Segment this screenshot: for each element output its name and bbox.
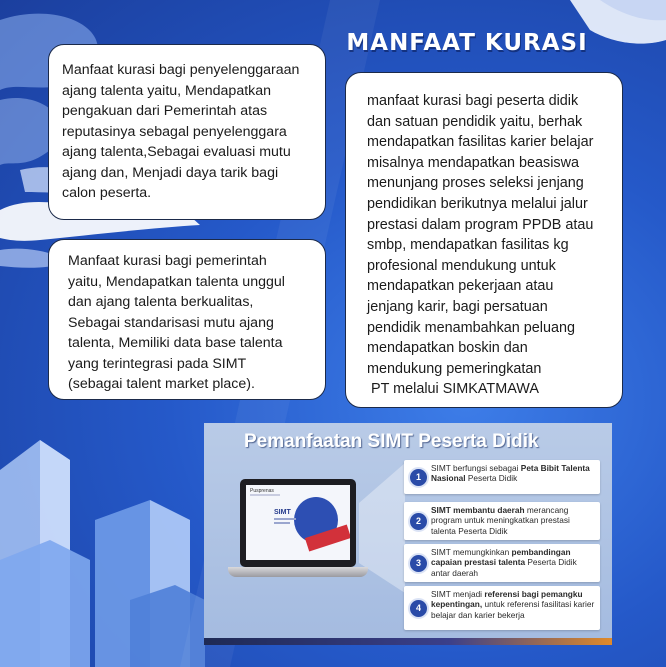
- card-line: PT melalui SIMKATMAWA: [367, 381, 539, 398]
- card-line: prestasi dalam program PPDB atau: [367, 216, 594, 233]
- item-number-badge: 4: [408, 598, 429, 619]
- card-line: (sebagai talent market place).: [68, 376, 255, 392]
- card-line: ajang talenta yaitu, Mendapatkan: [62, 82, 272, 99]
- slide-list-item: [404, 460, 600, 494]
- simt-slide: [204, 423, 612, 645]
- laptop-brand: Pusprenas: [250, 488, 274, 494]
- card-line: manfaat kurasi bagi peserta didik: [367, 93, 579, 109]
- card-line: misalnya mendapatkan beasiswa: [367, 154, 579, 171]
- laptop-display: [246, 485, 350, 560]
- card-line: calon peserta.: [62, 185, 152, 201]
- card-line: smbp, mendapatkan fasilitas kg: [367, 237, 569, 254]
- slide-list-item: [404, 544, 600, 582]
- card-line: menunjang proses seleksi jenjang: [367, 175, 584, 192]
- slide-footer-bar: [204, 638, 612, 645]
- item-number-badge: 1: [408, 467, 429, 488]
- slide-title: Pemanfaatan SIMT Peserta Didik: [244, 431, 539, 452]
- item-number-badge: 3: [408, 553, 429, 574]
- card-line: dan ajang talenta berkualitas,: [68, 294, 254, 310]
- item-text: SIMT menjadi referensi bagi pemangku kepentingan, untuk referensi fasilitasi karier belajar dan karier bekerja: [431, 589, 595, 620]
- item-text: SIMT membantu daerah merancang program untuk meningkatkan prestasi talenta Peserta Didik: [431, 505, 570, 536]
- card-line: mendapatkan fasilitas karier belajar: [367, 134, 594, 151]
- card-line: ajang dan, Menjadi daya tarik bagi: [62, 164, 279, 181]
- card-line: jenjang karir, bagi persatuan: [367, 298, 548, 315]
- card-line: mendapatkan boskin dan: [367, 340, 528, 357]
- card-line: mendapatkan pekerjaan atau: [367, 278, 554, 295]
- card-pemerintah: [48, 239, 326, 400]
- laptop-screen-label: SIMT: [274, 509, 291, 516]
- item-text: SIMT memungkinkan pembandingan capaian prestasi talenta Peserta Didik antar daerah: [431, 547, 577, 578]
- card-line: talenta, Memiliki data base talenta: [68, 335, 283, 351]
- card-line: yang terintegrasi pada SIMT: [68, 355, 247, 372]
- card-line: Manfaat kurasi bagi pemerintah: [68, 253, 267, 269]
- laptop-base: [228, 567, 368, 577]
- card-line: pendidikan berikutnya melalui jalur: [367, 195, 588, 212]
- item-text: SIMT berfungsi sebagai Peta Bibit Talenta Nasional Peserta Didik: [431, 463, 590, 484]
- card-line: pendidik menambahkan peluang: [367, 319, 576, 336]
- slide-list-item: [404, 502, 600, 540]
- card-line: yaitu, Mendapatkan talenta unggul: [68, 273, 285, 290]
- card-line: pengakuan dari Pemerintah atas: [62, 103, 268, 119]
- card-line: profesional mendukung untuk: [367, 257, 556, 274]
- page-title: MANFAAT KURASI: [346, 30, 588, 56]
- card-line: ajang talenta,Sebagai evaluasi mutu: [62, 144, 291, 160]
- laptop-image: [228, 479, 368, 577]
- card-line: Sebagai standarisasi mutu ajang: [68, 314, 274, 331]
- slide-list-item: [404, 586, 600, 630]
- card-line: reputasinya sebagal penyelenggara: [62, 123, 287, 140]
- card-line: mendukung pemeringkatan: [367, 360, 542, 377]
- card-penyelenggara: [48, 44, 326, 220]
- card-line: dan satuan pendidik yaitu, berhak: [367, 113, 583, 130]
- card-line: Manfaat kurasi bagi penyelenggaraan: [62, 62, 300, 78]
- card-peserta-didik: [345, 72, 623, 408]
- item-number-badge: 2: [408, 511, 429, 532]
